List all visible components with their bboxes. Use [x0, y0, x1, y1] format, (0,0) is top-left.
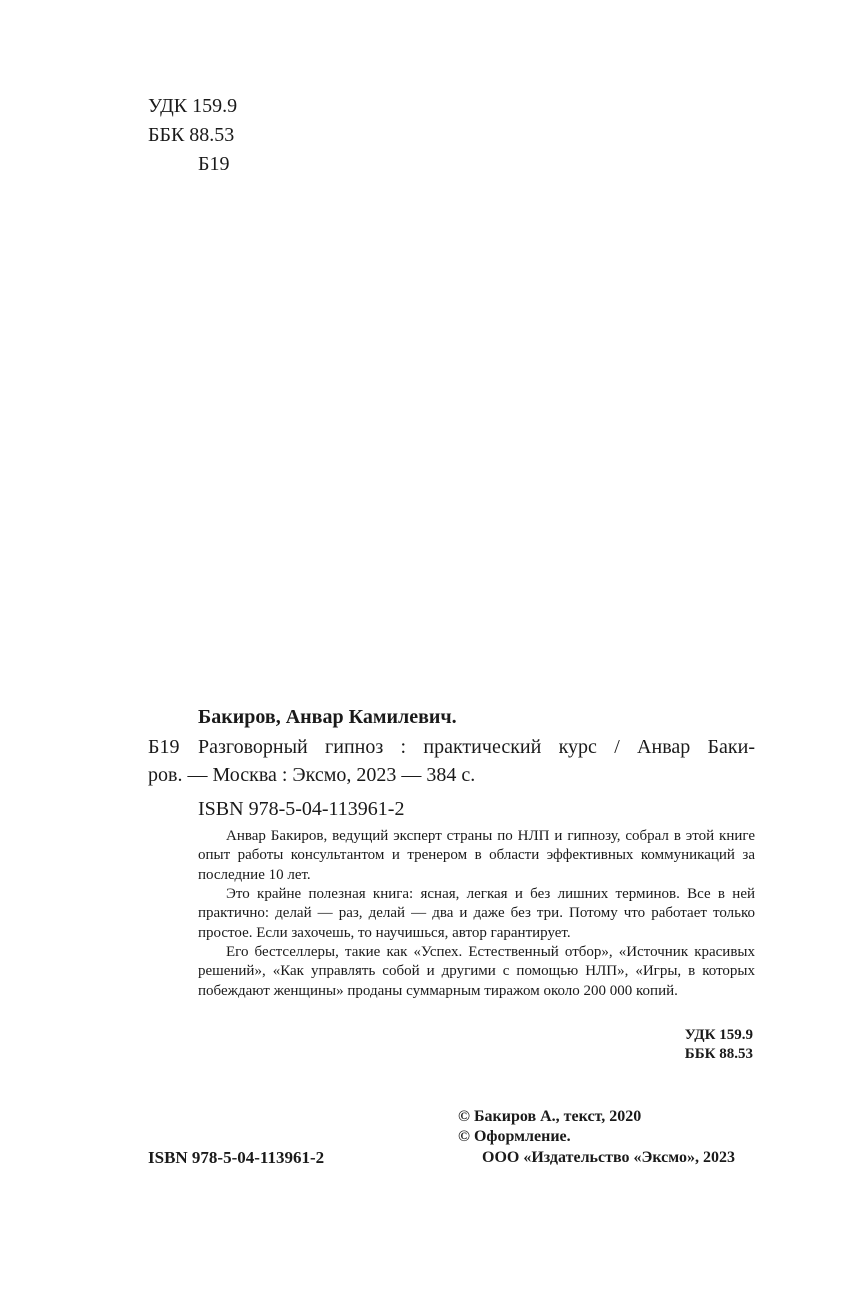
bbk-code-top: ББК 88.53: [148, 124, 235, 146]
annotation-paragraph: [198, 885, 755, 943]
author-code-card: Б19: [148, 736, 180, 758]
annotation-paragraph: [198, 827, 755, 885]
annotation-text: Анвар Бакиров, ведущий эксперт страны по НЛП и гипнозу, собрал в этой книге опыт работы консультантом и тренером в области эффективных коммуникаций за последние 10 лет.: [198, 828, 755, 883]
copyright-publisher: ООО «Издательство «Эксмо», 2023: [482, 1149, 735, 1166]
annotation-text: Его бестселлеры, такие как «Успех. Естественный отбор», «Источник красивых решений», «Как управлять собой и другими с помощью НЛП», «Игры, в которых побеждают женщины» проданы суммарным тиражом около 200 000 копий.: [198, 944, 755, 999]
author-code-top: Б19: [198, 153, 230, 175]
udk-code-bottom: УДК 159.9: [684, 1027, 753, 1043]
udk-code-top: УДК 159.9: [148, 95, 238, 117]
annotation-text: Это крайне полезная книга: ясная, легкая и без лишних терминов. Все в ней практично: делай — раз, делай — два и даже без три. Потому что работает только простое. Если захочешь, то научишься, автор гарантирует.: [198, 886, 755, 941]
copyright-text: © Бакиров А., текст, 2020: [458, 1108, 642, 1125]
bibliographic-title-line2: ров. — Москва : Эксмо, 2023 — 384 с.: [148, 764, 476, 786]
annotation-paragraph: [198, 943, 755, 1001]
author-name: Бакиров, Анвар Камилевич.: [198, 706, 457, 728]
bbk-code-bottom: ББК 88.53: [684, 1046, 753, 1062]
copyright-design: © Оформление.: [458, 1128, 571, 1145]
bibliographic-title-line1: Разговорный гипноз : практический курс / Анвар Баки-: [198, 736, 755, 758]
isbn-card: ISBN 978-5-04-113961-2: [198, 798, 405, 820]
isbn-bottom: ISBN 978-5-04-113961-2: [148, 1148, 325, 1167]
